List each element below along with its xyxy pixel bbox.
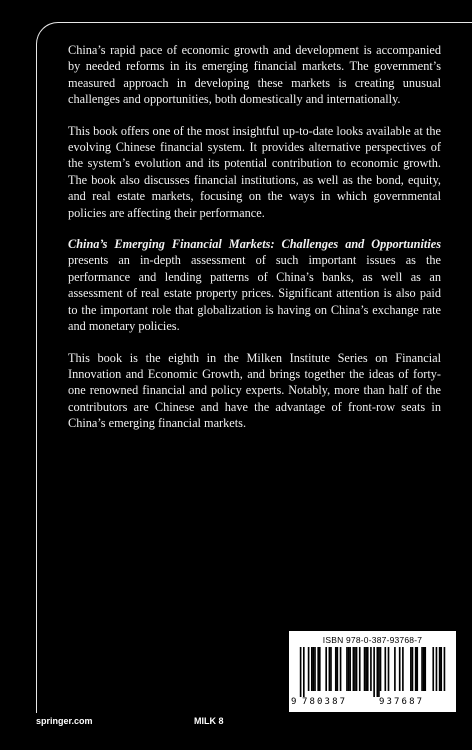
- barcode-bars: [295, 647, 450, 697]
- barcode-bar: [346, 647, 348, 691]
- barcode-bar: [348, 647, 350, 691]
- barcode-bar: [308, 647, 310, 691]
- barcode-bar: [412, 647, 414, 691]
- paragraph-overview: This book offers one of the most insightful up-to-date looks available at the evolving Chinese financial system. It provides alternative perspectives of the system’s evolution and its potential contribution to economic growth. The book also discusses financial institutions, as well as the bond, equity, and real estate markets, focusing on the ways in which governmental policies are affecting their performance.: [68, 123, 441, 220]
- blurb: [68, 42, 441, 447]
- barcode-bar: [436, 647, 438, 691]
- barcode-bar: [432, 647, 434, 691]
- barcode-bar: [384, 647, 386, 691]
- barcode-digit-first: 9: [291, 697, 297, 707]
- barcode-bar: [373, 647, 375, 697]
- barcode-bar: [329, 647, 331, 691]
- barcode-bar: [402, 647, 404, 691]
- barcode-bar: [415, 647, 417, 691]
- barcode-bar: [421, 647, 423, 691]
- barcode-bar: [337, 647, 339, 691]
- barcode-bar: [380, 647, 382, 691]
- barcode-bar: [424, 647, 426, 691]
- barcode-bar: [335, 647, 337, 691]
- barcode-bar: [313, 647, 315, 691]
- barcode-bar: [340, 647, 342, 691]
- barcode-bar: [300, 647, 302, 697]
- barcode-bar: [349, 647, 351, 691]
- barcode-bar: [303, 647, 305, 697]
- barcode-bar: [444, 647, 446, 691]
- barcode-bar: [410, 647, 412, 691]
- barcode-bar: [364, 647, 366, 691]
- barcode-bar: [370, 647, 372, 691]
- paragraph-assessment-text: presents an in-depth assessment of such important issues as the performance and lending patterns of China’s banks, as well as an assessment of real estate property prices. Significant attention is also paid to the important role that globalization is having on China’s exchange rate and monetary policies.: [68, 253, 441, 334]
- barcode-digits-right: 937687: [379, 697, 425, 707]
- barcode-bar: [378, 647, 380, 697]
- barcode-bar: [359, 647, 361, 691]
- paragraph-assessment: [68, 236, 441, 334]
- barcode-digits-left: 780387: [302, 697, 348, 707]
- barcode-bar: [394, 647, 396, 691]
- isbn-barcode: [289, 631, 456, 712]
- series-code: MILK 8: [194, 716, 224, 726]
- barcode-bar: [354, 647, 356, 691]
- barcode-bar: [376, 647, 378, 697]
- barcode-bar: [439, 647, 441, 691]
- barcode-bar: [416, 647, 418, 691]
- barcode-bar: [423, 647, 425, 691]
- barcode-bar: [353, 647, 355, 691]
- barcode-bar: [365, 647, 367, 691]
- barcode-bar: [311, 647, 313, 691]
- barcode-bar: [399, 647, 401, 691]
- book-title: China’s Emerging Financial Markets: Challenges and Opportunities: [68, 237, 441, 252]
- barcode-bar: [314, 647, 316, 691]
- publisher-website: springer.com: [36, 716, 93, 726]
- barcode-bar: [317, 647, 319, 691]
- barcode-bar: [319, 647, 321, 691]
- barcode-bar: [330, 647, 332, 691]
- barcode-bar: [356, 647, 358, 691]
- paragraph-intro: China’s rapid pace of economic growth and development is accompanied by needed reforms in its emerging financial markets. The government’s measured approach in developing these markets is creating unusual challenges and opportunities, both domestically and internationally.: [68, 43, 441, 107]
- barcode-bar: [388, 647, 390, 691]
- barcode-bar: [440, 647, 442, 691]
- paragraph-series: This book is the eighth in the Milken Institute Series on Financial Innovation and Economic Growth, and brings together the ideas of forty-one renowned financial and policy experts. Notably, more than half of the contributors are Chinese and have the advantage of front-row seats in China’s emerging financial markets.: [68, 350, 441, 431]
- barcode-bar: [325, 647, 327, 691]
- barcode-bar: [367, 647, 369, 691]
- isbn-label: ISBN 978-0-387-93768-7: [322, 635, 423, 645]
